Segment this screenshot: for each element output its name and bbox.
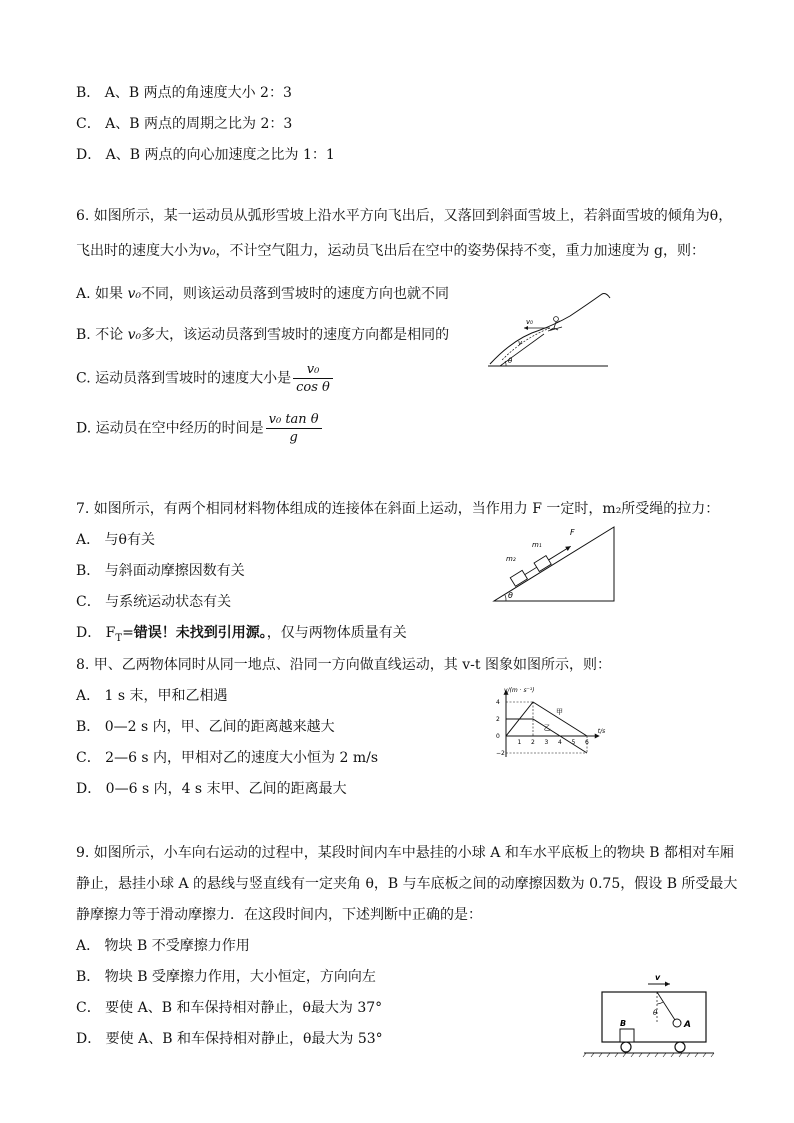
q8-series-label-yi: 乙 — [543, 724, 551, 733]
q7-force-arrowhead — [565, 544, 572, 551]
q9-option-c: C． 要使 A、B 和车保持相对静止，θ最大为 37° — [76, 1000, 383, 1016]
q5-option-c: C． A、B 两点的周期之比为 2：3 — [76, 116, 293, 132]
q7-option-d-subscript: T — [115, 632, 123, 644]
q6-option-d-numerator: v₀ tan θ — [266, 412, 322, 429]
q7-fig-theta-label: θ — [508, 591, 513, 600]
q6-ski-slope-figure — [484, 290, 614, 370]
q6-trajectory — [502, 328, 550, 360]
q7-option-a: A． 与θ有关 — [76, 532, 155, 548]
q6-option-c-denominator: cos θ — [296, 380, 330, 395]
q8-chart-labels — [504, 687, 605, 735]
q9-stem-line1: 9. 如图所示，小车向右运动的过程中，某段时间内车中悬挂的小球 A 和车水平底板上的物块 B 都相对车厢 — [76, 845, 735, 861]
q7-option-d-error-text: 错误！未找到引用源。 — [133, 625, 267, 641]
q7-block-m2 — [510, 570, 527, 586]
q6-option-b — [76, 326, 449, 344]
q8-y-tick-label: −2 — [496, 750, 505, 757]
q7-option-d-post: ，仅与两物体质量有关 — [266, 625, 407, 641]
q6-v0-arrowhead — [524, 326, 528, 330]
q6-fig-v0-label: v₀ — [526, 318, 533, 326]
q6-option-d-text: D. 运动员在空中经历的时间是 — [76, 420, 264, 437]
q7-option-c: C． 与系统运动状态有关 — [76, 594, 232, 610]
q6-option-c-fraction — [293, 362, 333, 395]
q6-stem-line2 — [76, 242, 705, 260]
q7-fig-m2-label: m₂ — [506, 555, 516, 563]
q6-option-a — [76, 285, 449, 303]
q9-fig-theta-label: θ — [653, 1009, 658, 1017]
q6-option-c — [76, 362, 333, 395]
q8-series-label-jia: 甲 — [555, 707, 563, 716]
q6-option-b-pre: B. 不论 — [76, 327, 128, 343]
q8-stem: 8. 甲、乙两物体同时从同一地点、沿同一方向做直线运动，其 v-t 图象如图所示，则： — [76, 657, 611, 673]
q8-option-b: B． 0—2 s 内，甲、乙间的距离越来越大 — [76, 719, 335, 735]
q6-fig-v-label: v — [518, 339, 523, 347]
q5-option-b: B． A、B 两点的角速度大小 2：3 — [76, 85, 292, 101]
q6-option-a-pre: A. 如果 — [76, 286, 128, 302]
q7-option-b: B． 与斜面动摩擦因数有关 — [76, 563, 245, 579]
q6-option-b-post: 多大，该运动员落到雪坡时的速度方向都是相同的 — [141, 327, 450, 343]
q8-x-tick-label: 3 — [544, 739, 549, 746]
q8-vt-chart — [478, 680, 618, 764]
q8-x-tick-label: 5 — [571, 739, 576, 746]
q9-cart-wheel-left — [621, 1042, 631, 1052]
q9-block-B — [620, 1029, 634, 1042]
q9-string — [657, 992, 675, 1020]
q9-fig-B-label: B — [620, 1019, 627, 1028]
q6-snow-slope-curve — [490, 294, 610, 365]
q8-y-axis-label: v/(m · s⁻¹) — [504, 686, 535, 694]
q8-chart-axes — [504, 690, 600, 757]
q9-option-a: A． 物块 B 不受摩擦力作用 — [76, 938, 250, 954]
q9-fig-A-label: A — [684, 1020, 691, 1030]
q6-v0-symbol: v₀ — [202, 243, 216, 259]
q8-option-a: A． 1 s 末，甲和乙相遇 — [76, 688, 228, 704]
q8-x-tick-label: 1 — [517, 739, 522, 746]
q6-option-d — [76, 412, 322, 445]
q9-option-b: B． 物块 B 受摩擦力作用，大小恒定，方向向左 — [76, 969, 376, 985]
q6-stem2-part2: ，不计空气阻力，运动员飞出后在空中的姿势保持不变，重力加速度为 g，则： — [215, 243, 705, 259]
q9-ground-hatching — [583, 1053, 714, 1057]
q6-option-c-text: C. 运动员落到雪坡时的速度大小是 — [76, 370, 292, 387]
q7-incline-figure — [490, 523, 620, 605]
q7-fig-F-label: F — [570, 528, 575, 537]
q8-x-axis-label: t/s — [597, 728, 606, 735]
q8-y-tick-label: 4 — [496, 699, 500, 706]
q6-skier-head-icon — [554, 317, 559, 322]
q9-fig-v-label: v — [655, 973, 661, 982]
q9-velocity-arrowhead — [665, 982, 670, 987]
q7-rope — [525, 567, 537, 574]
q8-x-tick-label: 4 — [558, 739, 562, 746]
q7-option-d-pre: D． F — [76, 625, 116, 641]
q8-option-d: D． 0—6 s 内，4 s 末甲、乙间的距离最大 — [76, 781, 347, 797]
q6-option-a-v0: v₀ — [127, 286, 141, 302]
q8-x-tick-label: 6 — [585, 739, 589, 746]
q6-stem-line1: 6. 如图所示，某一运动员从弧形雪坡上沿水平方向飞出后，又落回到斜面雪坡上，若斜面雪坡的倾角为θ， — [76, 208, 733, 224]
q7-theta-arc — [505, 595, 506, 601]
q6-fig-theta-label: θ — [508, 357, 513, 365]
q6-option-a-post: 不同，则该运动员落到雪坡时的速度方向也就不同 — [141, 286, 449, 302]
q7-stem: 7. 如图所示，有两个相同材料物体组成的连接体在斜面上运动，当作用力 F 一定时，m₂所受绳的拉力： — [76, 501, 720, 517]
q9-theta-arc — [657, 1002, 663, 1004]
q9-option-d: D． 要使 A、B 和车保持相对静止，θ最大为 53° — [76, 1031, 383, 1047]
q8-option-c: C． 2—6 s 内，甲相对乙的速度大小恒为 2 m/s — [76, 750, 379, 766]
q6-option-d-denominator: g — [289, 430, 298, 445]
q7-fig-m1-label: m₁ — [532, 541, 542, 549]
q7-option-d-equals: = — [122, 625, 134, 641]
q7-block-m1 — [534, 556, 551, 572]
q9-cart-wheel-right — [675, 1042, 685, 1052]
q6-option-c-numerator: v₀ — [293, 362, 333, 379]
q9-cart-body — [602, 992, 706, 1042]
q6-stem2-part1: 飞出时的速度大小为 — [76, 243, 202, 259]
q6-option-b-v0: v₀ — [127, 327, 142, 343]
q8-y-tick-label: 2 — [496, 716, 500, 723]
q9-cart-figure — [582, 973, 716, 1058]
q7-option-d — [76, 624, 407, 648]
q9-stem-line2: 静止，悬挂小球 A 的悬线与竖直线有一定夹角 θ，B 与车底板之间的动摩擦因数为 0.75，假设 B 所受最大 — [76, 876, 738, 892]
q6-option-d-fraction — [266, 412, 322, 445]
q8-x-tick-label: 2 — [531, 739, 535, 746]
q7-incline-triangle — [494, 527, 614, 601]
q9-stem-line3: 静摩擦力等于滑动摩擦力．在这段时间内，下述判断中正确的是： — [76, 907, 482, 923]
q8-y-tick-label: 0 — [496, 733, 500, 740]
q5-option-d: D． A、B 两点的向心加速度之比为 1：1 — [76, 147, 335, 163]
q9-ball-A — [673, 1019, 681, 1027]
